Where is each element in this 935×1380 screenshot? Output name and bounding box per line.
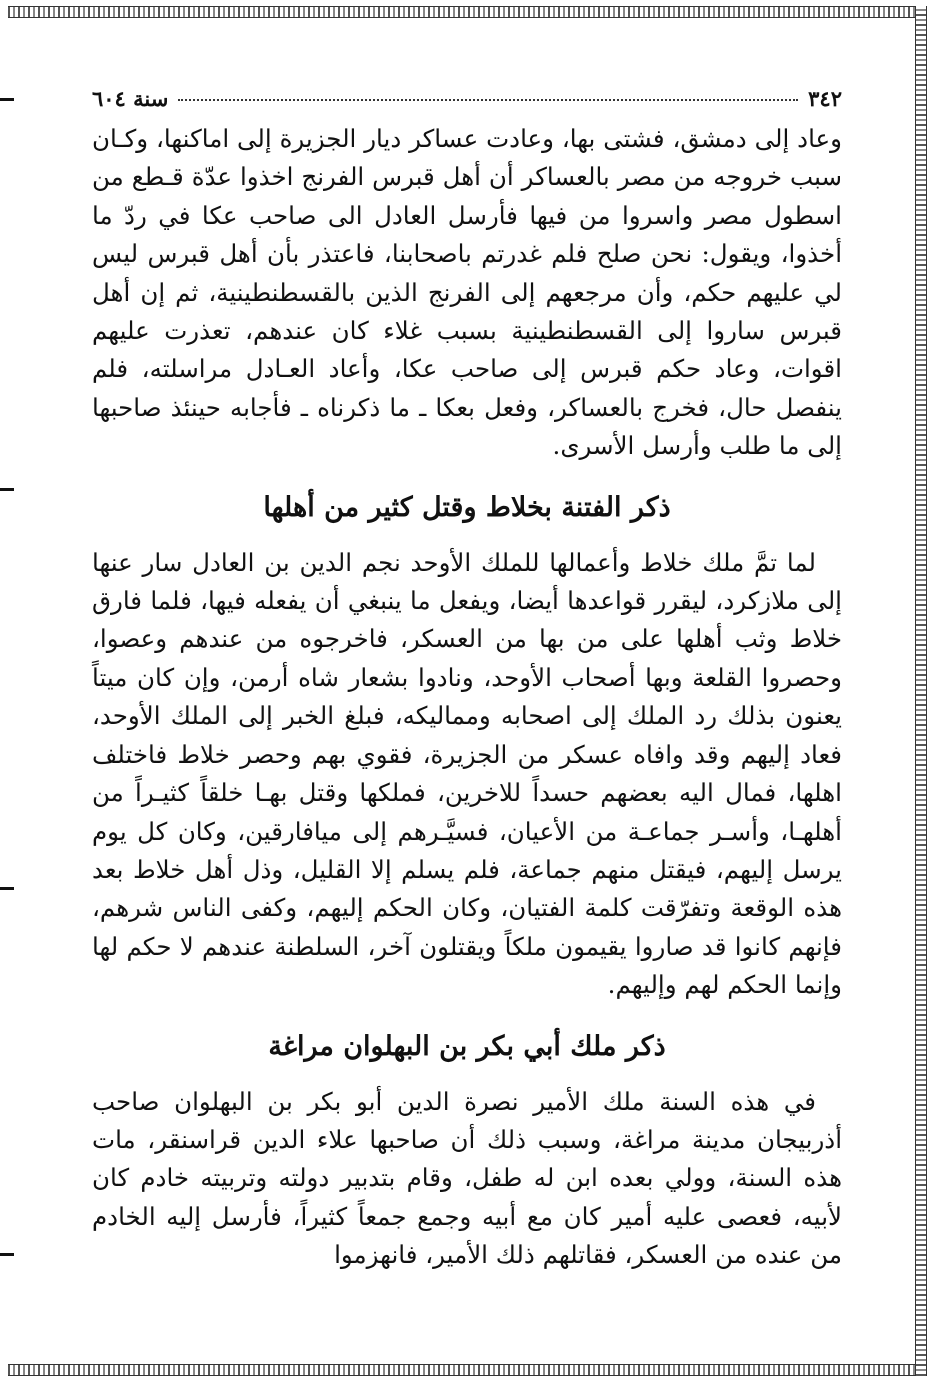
margin-tick-mark bbox=[0, 488, 14, 491]
year-label: سنة ٦٠٤ bbox=[92, 86, 169, 111]
margin-tick-mark bbox=[0, 1253, 14, 1256]
page-border-bottom bbox=[8, 1364, 927, 1376]
margin-tick-mark bbox=[0, 887, 14, 890]
section-body-maragha: في هذه السنة ملك الأمير نصرة الدين أبو بكر بن البهلوان صاحب أذربيجان مدينة مراغة، وسبب ذلك أن صاحبها علاء الدين قراسنقر، مات هذه السنة، وولي بعده ابن له طفل، وقام بتدبير دولته وتربيته خادم كان لأبيه، فعصى عليه أمير كان مع أبيه وجمع جمعاً كثيراً، فأرسل إليه الخادم من عنده من العسكر، فقاتلهم ذلك الأمير، فانهزموا bbox=[92, 1086, 842, 1270]
page-border-top bbox=[8, 6, 927, 18]
page-number: ٣٤٢ bbox=[808, 86, 842, 111]
page-border-right bbox=[915, 6, 927, 1376]
book-page bbox=[92, 86, 842, 1275]
margin-tick-mark bbox=[0, 98, 14, 101]
section-heading-maragha: ذكر ملك أبي بكر بن البهلوان مراغة bbox=[268, 1030, 666, 1062]
header-dotted-leader bbox=[178, 99, 798, 101]
running-header bbox=[92, 86, 842, 120]
section-heading-khilat: ذكر الفتنة بخلاط وقتل كثير من أهلها bbox=[263, 491, 671, 523]
paragraph-continuation: وعاد إلى دمشق، فشتى بها، وعادت عساكر ديار الجزيرة إلى اماكنها، وكـان سبب خروجه من مصر بالعساكر أن أهل قبرس الفرنج اخذوا عدّة قـطع من اسطول مصر واسروا من فيها فأرسل العادل الى صاحب عكا في ردّ ما أخذوا، ويقول: نحن صلح فلم غدرتم باصحابنا، فاعتذر بأن أهل قبرس ليس لي عليهم حكم، وأن مرجعهم إلى الفرنج الذين بالقسطنطينية، ثم إن أهل قبرس ساروا إلى القسطنطينية بسبب غلاء كان عندهم، تعذرت عليهم اقوات، وعاد حكم قبرس إلى صاحب عكا، وأعاد العـادل مراسلته، فلم ينفصل حال، فخرج بالعساكر، وفعل بعكا ـ ما ذكرناه ـ فأجابه حينئذ صاحبها إلى ما طلب وأرسل الأسرى. bbox=[92, 124, 842, 461]
section-body-khilat: لما تمَّ ملك خلاط وأعمالها للملك الأوحد نجم الدين بن العادل سار عنها إلى ملازكرد، ليقرر قواعدها أيضا، ويفعل ما ينبغي أن يفعله فيها، فلما فارق خلاط وثب أهلها على من بها من العسكر، فاخرجوه من عندهم وعصوا، وحصروا القلعة وبها أصحاب الأوحد، ونادوا بشعار شاه أرمن، وإن كان ميتاً يعنون بذلك رد الملك إلى اصحابه ومماليكه، فبلغ الخبر إلى الملك الأوحد، فعاد إليهم وقد وافاه عسكر من الجزيرة، فقوي بهم وحصر خلاط فاختلف اهلها، فمال اليه بعضهم حسداً للاخرين، فملكها وقتل بهـا خلقاً كثيـراً من أهلهـا، وأسـر جماعـة من الأعيان، فسيَّـرهم إلى ميافارقين، وكان كل يوم يرسل إليهم، فيقتل منهم جماعة، فلم يسلم إلا القليل، وذل أهل خلاط بعد هذه الوقعة وتفرّقت كلمة الفتيان، وكان الحكم إليهم، وكفى الناس شرهم، فإنهم كانوا قد صاروا يقيمون ملكاً ويقتلون آخر، السلطنة عندهم لا حكم لها وإنما الحكم لهم وإليهم. bbox=[92, 547, 842, 1000]
